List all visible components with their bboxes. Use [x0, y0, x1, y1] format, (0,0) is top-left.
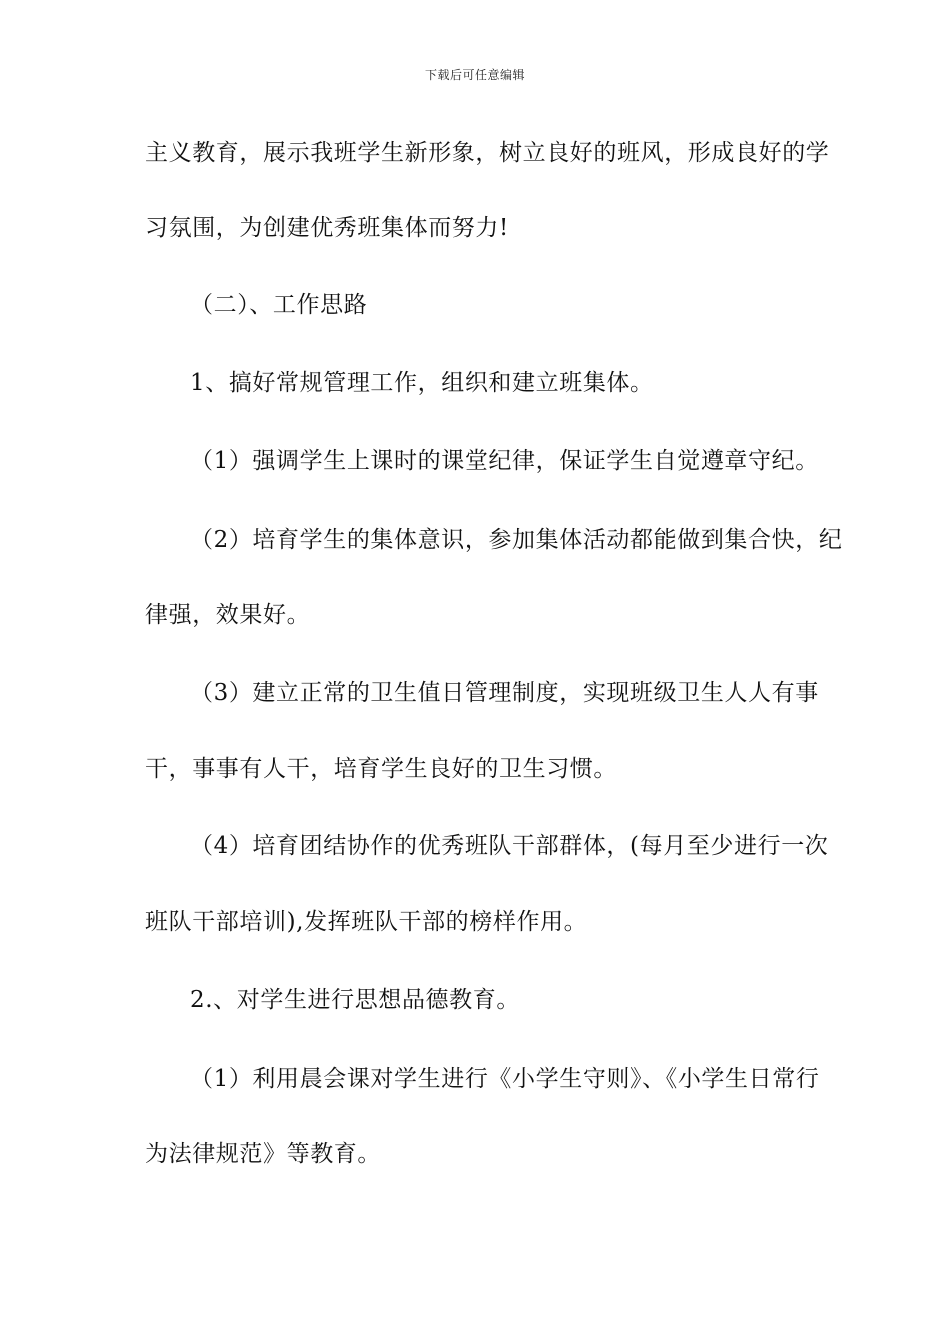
- body-line: 习氛围，为创建优秀班集体而努力!: [145, 215, 509, 241]
- page-header: 下载后可任意编辑: [424, 68, 525, 82]
- body-line: （1）利用晨会课对学生进行《小学生守则》、《小学生日常行: [190, 1066, 820, 1092]
- body-line: 主义教育，展示我班学生新形象，树立良好的班风，形成良好的学: [145, 140, 830, 166]
- list-item-heading: 1、搞好常规管理工作，组织和建立班集体。: [190, 370, 654, 396]
- list-item-heading: 2.、对学生进行思想品德教育。: [190, 987, 520, 1013]
- body-line: （4）培育团结协作的优秀班队干部群体，(每月至少进行一次: [190, 833, 829, 859]
- body-line: 为法律规范》等教育。: [145, 1141, 381, 1167]
- body-line: 律强，效果好。: [145, 602, 311, 628]
- section-heading: （二）、工作思路: [190, 292, 368, 318]
- body-line: （1）强调学生上课时的课堂纪律，保证学生自觉遵章守纪。: [190, 448, 819, 474]
- body-line: 班队干部培训),发挥班队干部的榜样作用。: [145, 909, 588, 935]
- body-line: （3）建立正常的卫生值日管理制度，实现班级卫生人人有事: [190, 680, 819, 706]
- body-line: 干，事事有人干，培育学生良好的卫生习惯。: [145, 756, 617, 782]
- body-line: （2）培育学生的集体意识，参加集体活动都能做到集合快，纪: [190, 527, 843, 553]
